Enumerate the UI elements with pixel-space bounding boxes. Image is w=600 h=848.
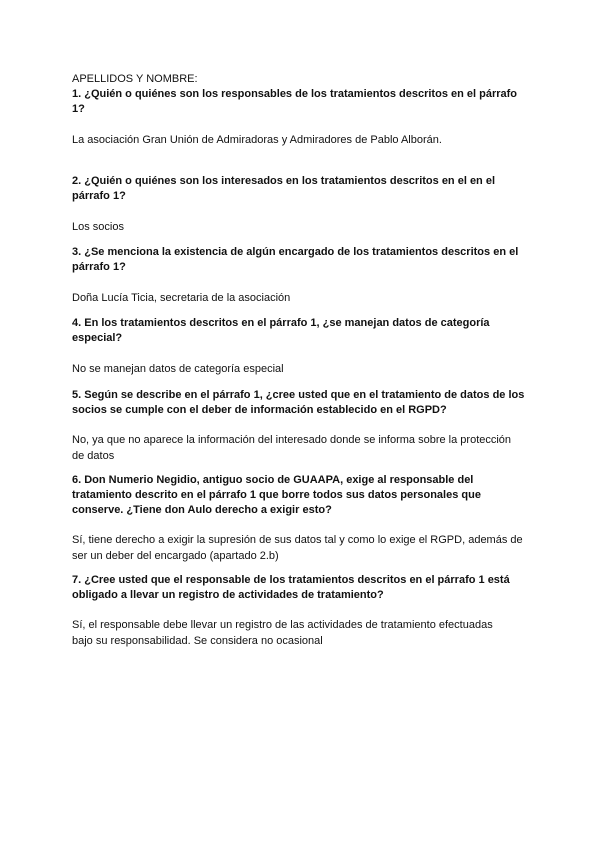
answer-3: Doña Lucía Ticia, secretaria de la asociación	[72, 292, 291, 304]
question-3: 3. ¿Se menciona la existencia de algún encargado de los tratamientos descritos en el párrafo 1?	[72, 246, 519, 273]
answer-4: No se manejan datos de categoría especial	[72, 363, 284, 375]
question-7: 7. ¿Cree usted que el responsable de los tratamientos descritos en el párrafo 1 está obligado a llevar un registro de actividades de tratamiento?	[72, 574, 510, 601]
document-content	[72, 72, 532, 649]
question-2: 2. ¿Quién o quiénes son los interesados en los tratamientos descritos en el en el párrafo 1?	[72, 175, 496, 202]
question-1: 1. ¿Quién o quiénes son los responsables de los tratamientos descritos en el párrafo 1?	[72, 88, 518, 115]
question-4: 4. En los tratamientos descritos en el párrafo 1, ¿se manejan datos de categoría especial?	[72, 317, 490, 344]
answer-1: La asociación Gran Unión de Admiradoras y Admiradores de Pablo Alborán.	[72, 134, 442, 146]
name-label: APELLIDOS Y NOMBRE:	[72, 73, 198, 85]
answer-6: Sí, tiene derecho a exigir la supresión de sus datos tal y como lo exige el RGPD, además de ser un deber del encargado (apartado 2.b)	[72, 534, 523, 562]
question-5: 5. Según se describe en el párrafo 1, ¿cree usted que en el tratamiento de datos de los socios se cumple con el deber de información establecido en el RGPD?	[72, 389, 525, 416]
answer-5: No, ya que no aparece la información del interesado donde se informa sobre la protección de datos	[72, 434, 512, 462]
question-6: 6. Don Numerio Negidio, antiguo socio de GUAAPA, exige al responsable del tratamiento descrito en el párrafo 1 que borre todos sus datos personales que conserve. ¿Tiene don Aulo derecho a exigir esto?	[72, 474, 481, 516]
answer-2: Los socios	[72, 221, 124, 233]
answer-7: Sí, el responsable debe llevar un registro de las actividades de tratamiento efectuadas bajo su responsabilidad. Se considera no ocasional	[72, 619, 493, 647]
